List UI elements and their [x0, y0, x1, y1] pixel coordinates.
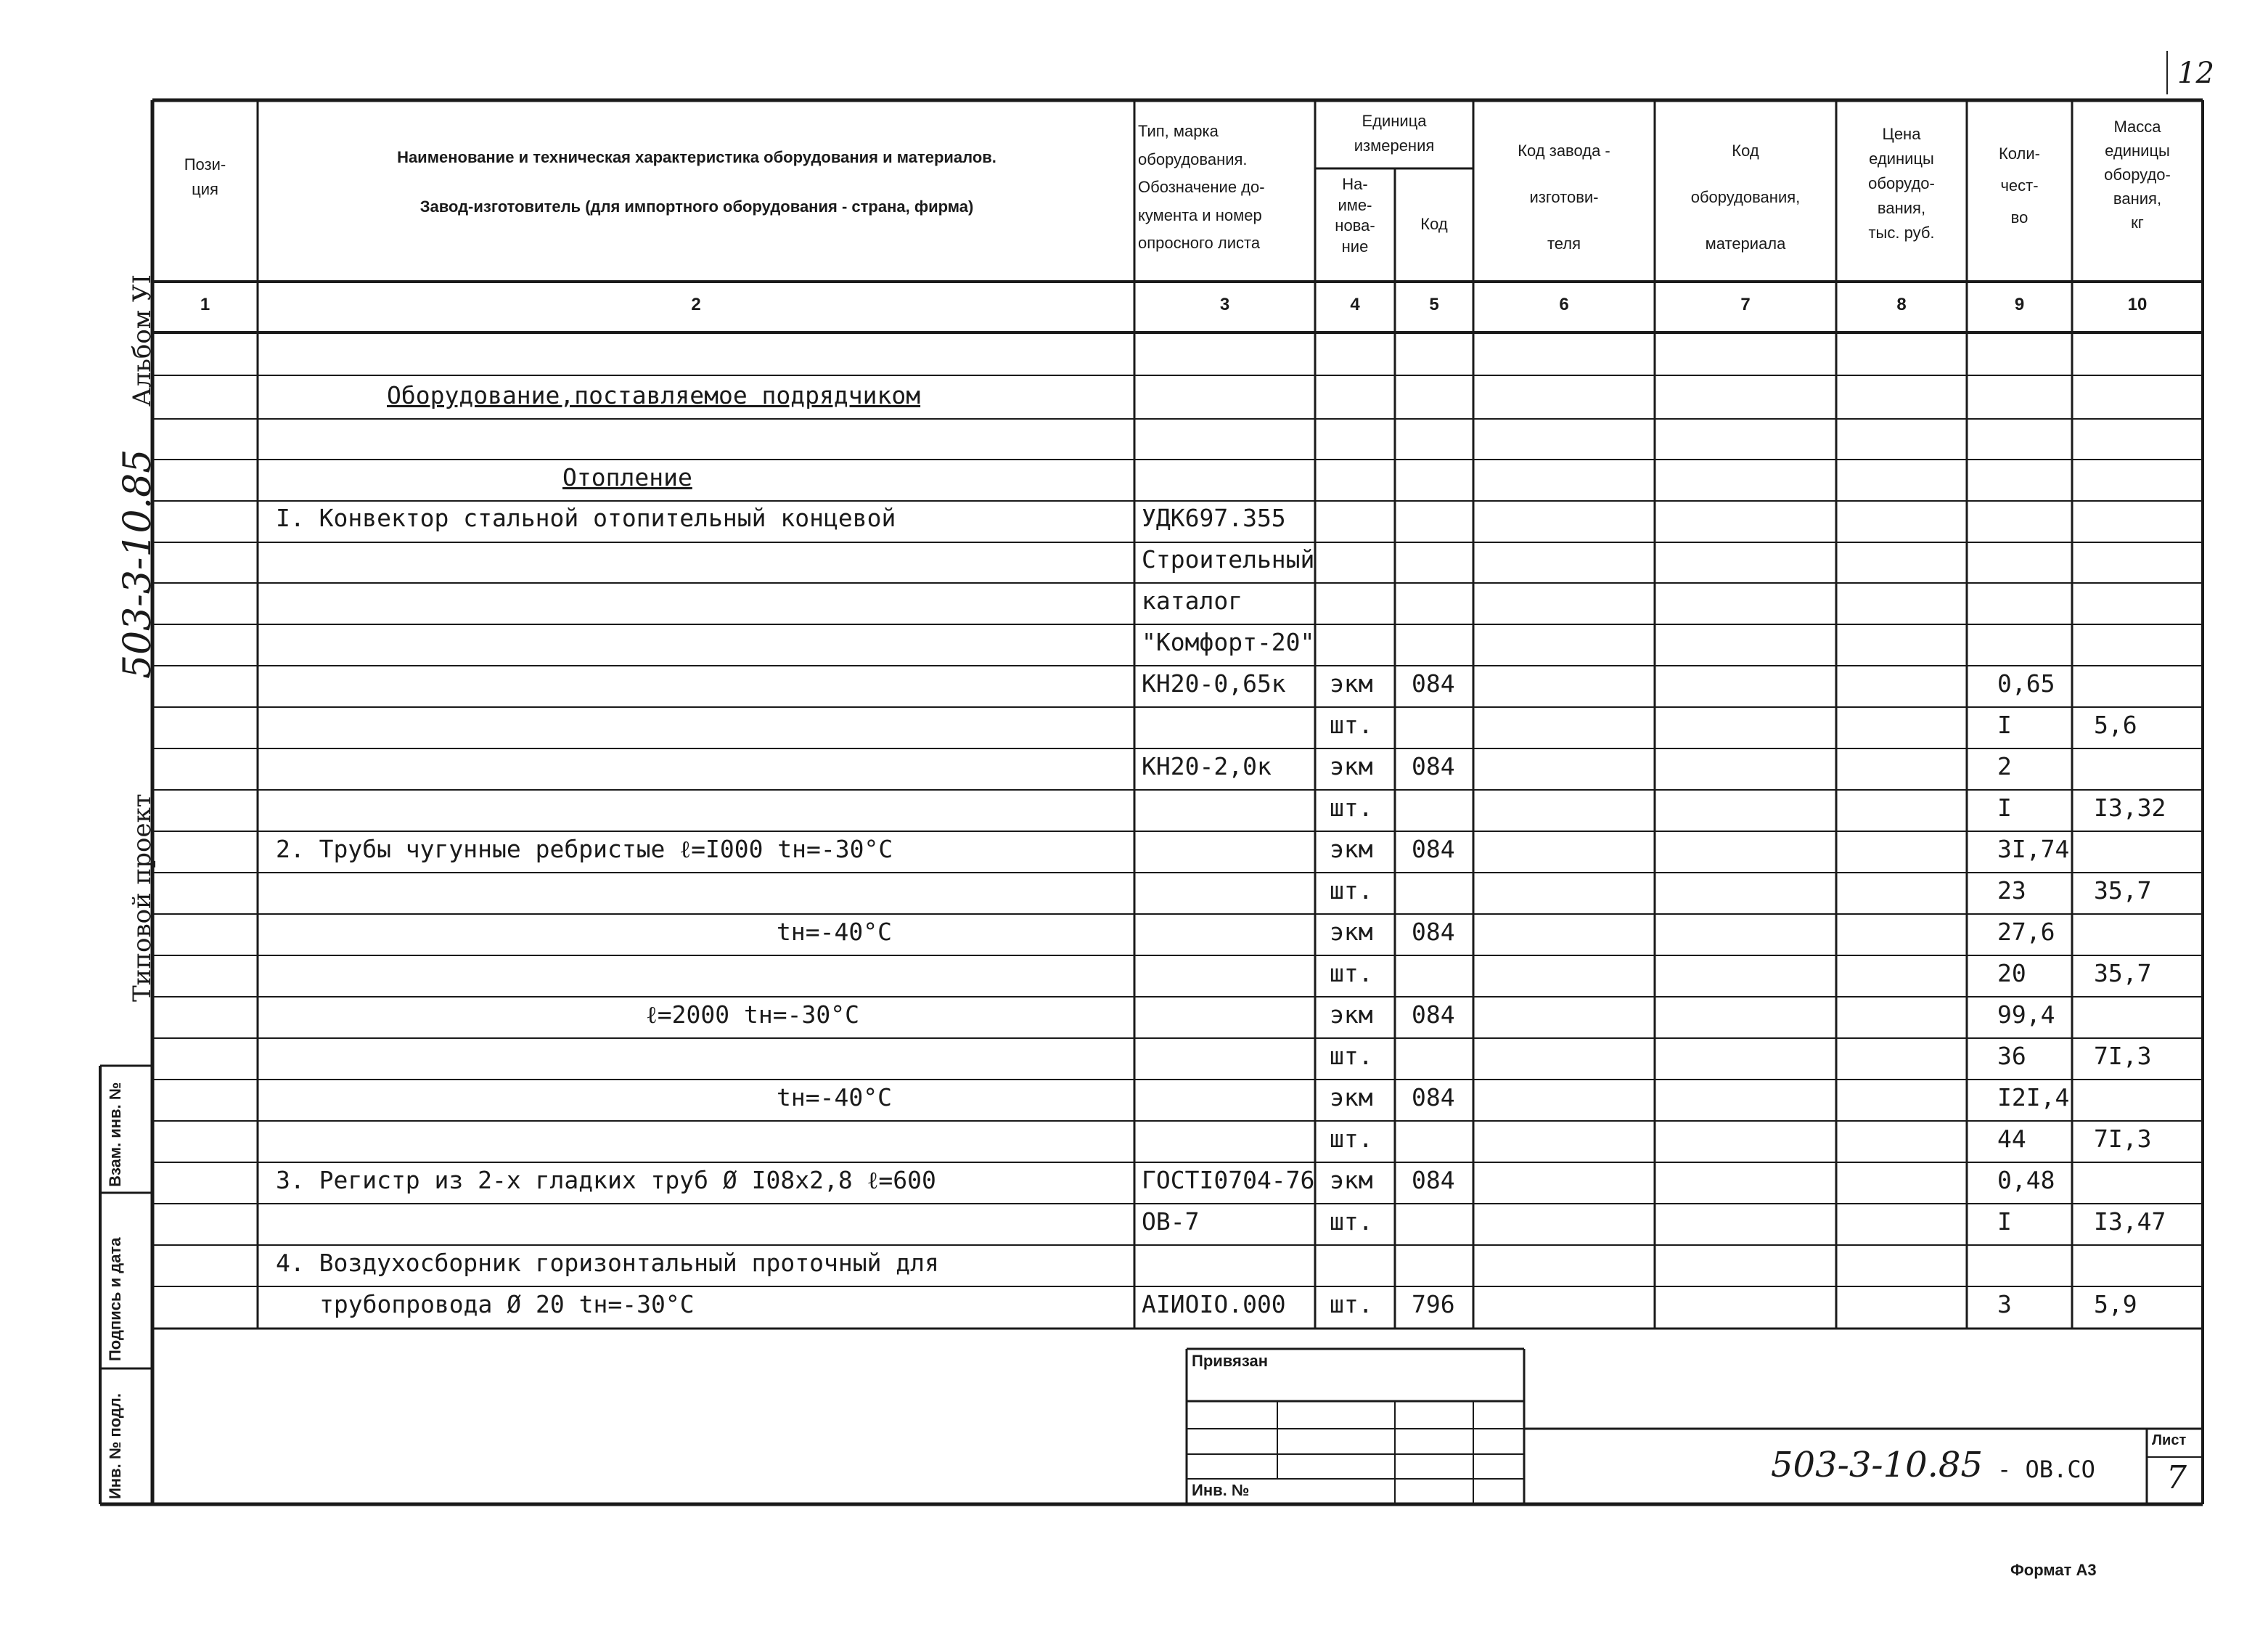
cell-type: ОВ-7: [1142, 1207, 1200, 1236]
cell-quantity: I: [1997, 1207, 2012, 1236]
col-num-3: 3: [1219, 295, 1230, 314]
cell-name: 2. Трубы чугунные ребристые ℓ=I000 tн=-30°C: [276, 835, 893, 863]
cell-type: каталог: [1142, 587, 1243, 615]
cell-unit-code: 084: [1412, 1083, 1455, 1111]
typical-project-label: Типовой проект: [128, 793, 157, 1002]
cell-quantity: 0,65: [1997, 669, 2055, 698]
header-equipment-code: Код оборудования, материала: [1690, 142, 1801, 253]
cell-unit: шт.: [1330, 876, 1373, 905]
col-num-2: 2: [691, 295, 701, 314]
stamp-sheet-number: 7: [2166, 1459, 2187, 1496]
cell-unit: шт.: [1330, 1125, 1373, 1153]
cell-unit: экм: [1330, 1000, 1373, 1029]
cell-name: I. Конвектор стальной отопительный концевой: [276, 504, 896, 532]
header-position: Пози- ция: [184, 155, 226, 199]
cell-quantity: I: [1997, 793, 2012, 822]
cell-unit-code: 084: [1412, 1000, 1455, 1029]
album-label: Альбом УI: [128, 274, 157, 407]
cell-mass: 7I,3: [2094, 1042, 2152, 1070]
cell-type: КН20-0,65к: [1142, 669, 1286, 698]
col-num-4: 4: [1350, 295, 1360, 314]
cell-unit: экм: [1330, 752, 1373, 780]
subsection-title: Отопление: [562, 463, 692, 491]
cell-unit: экм: [1330, 1083, 1373, 1111]
cell-unit: экм: [1330, 669, 1373, 698]
header-factory-code: Код завода - изготови- теля: [1518, 142, 1610, 253]
cell-type: "Комфорт-20": [1142, 628, 1315, 656]
format-label: Формат А3: [2010, 1561, 2097, 1579]
cell-quantity: 23: [1997, 876, 2026, 905]
cell-name: трубопровода Ø 20 tн=-30°C: [319, 1290, 695, 1318]
cell-mass: 5,9: [2094, 1290, 2137, 1318]
page-number: 12: [2177, 57, 2214, 90]
cell-quantity: 20: [1997, 959, 2026, 987]
cell-unit: экм: [1330, 1166, 1373, 1194]
col-num-7: 7: [1740, 295, 1751, 314]
cell-quantity: 99,4: [1997, 1000, 2055, 1029]
cell-unit: шт.: [1330, 1042, 1373, 1070]
col-num-10: 10: [2127, 295, 2148, 314]
col-num-6: 6: [1559, 295, 1569, 314]
cell-type: ГОСТI0704-76: [1142, 1166, 1315, 1194]
cell-unit: шт.: [1330, 1207, 1373, 1236]
cell-quantity: 0,48: [1997, 1166, 2055, 1194]
cell-unit-code: 796: [1412, 1290, 1455, 1318]
stamp-inv-no: Инв. №: [1192, 1481, 1250, 1499]
stamp-privyazan: Привязан: [1192, 1352, 1269, 1370]
cell-quantity: 44: [1997, 1125, 2026, 1153]
stamp-inv-podl: Инв. № подл.: [106, 1393, 124, 1499]
stamp-replacement-inv: Взам. инв. №: [106, 1082, 124, 1187]
stamp-signature-date: Подпись и дата: [106, 1237, 124, 1361]
cell-quantity: 36: [1997, 1042, 2026, 1070]
col-num-9: 9: [2014, 295, 2025, 314]
header-unit-mass: Масса единицы оборудо- вания, кг: [2104, 118, 2171, 232]
stamp-doc-code: 503-3-10.85: [1771, 1445, 1984, 1485]
cell-quantity: 2: [1997, 752, 2012, 780]
cell-type: УДК697.355: [1142, 504, 1286, 532]
cell-name: 4. Воздухосборник горизонтальный проточный для: [276, 1249, 939, 1277]
cell-unit-code: 084: [1412, 752, 1455, 780]
cell-unit: шт.: [1330, 793, 1373, 822]
header-unit-group: Единица измерения: [1354, 112, 1435, 155]
col-num-1: 1: [200, 295, 210, 314]
cell-mass: 5,6: [2094, 711, 2137, 739]
section-title: Оборудование,поставляемое подрядчиком: [387, 381, 921, 409]
cell-quantity: 3: [1997, 1290, 2012, 1318]
header-name: Наименование и техническая характеристика оборудования и материалов. Завод-изготовитель (для импортного оборудования - страна, фирма): [397, 148, 996, 216]
cell-mass: 7I,3: [2094, 1125, 2152, 1153]
cell-quantity: 3I,74: [1997, 835, 2070, 863]
cell-mass: 35,7: [2094, 876, 2152, 905]
cell-quantity: I2I,4: [1997, 1083, 2070, 1111]
header-unit-code: Код: [1420, 215, 1448, 233]
cell-unit: шт.: [1330, 959, 1373, 987]
cell-quantity: 27,6: [1997, 918, 2055, 946]
stamp-sheet-label: Лист: [2152, 1432, 2187, 1448]
stamp-doc-suffix: - ОВ.СО: [1997, 1456, 2095, 1483]
cell-type: Строительный: [1142, 545, 1315, 574]
cell-unit-code: 084: [1412, 669, 1455, 698]
cell-mass: 35,7: [2094, 959, 2152, 987]
cell-name: tн=-40°C: [777, 918, 892, 946]
header-type: Тип, марка оборудования. Обозначение до- кумента и номер опросного листа: [1138, 122, 1265, 252]
cell-quantity: I: [1997, 711, 2012, 739]
cell-type: КН20-2,0к: [1142, 752, 1272, 780]
cell-unit: шт.: [1330, 1290, 1373, 1318]
cell-name: tн=-40°C: [777, 1083, 892, 1111]
col-num-8: 8: [1896, 295, 1907, 314]
header-quantity: Коли- чест- во: [1998, 144, 2041, 227]
cell-name: ℓ=2000 tн=-30°C: [646, 1000, 859, 1029]
cell-unit-code: 084: [1412, 918, 1455, 946]
cell-mass: I3,47: [2094, 1207, 2166, 1236]
cell-mass: I3,32: [2094, 793, 2166, 822]
side-project-code: 503-3-10.85: [116, 449, 160, 679]
cell-unit-code: 084: [1412, 1166, 1455, 1194]
cell-unit-code: 084: [1412, 835, 1455, 863]
header-unit-name: На- име- нова- ние: [1335, 175, 1375, 256]
cell-unit: шт.: [1330, 711, 1373, 739]
cell-unit: экм: [1330, 835, 1373, 863]
cell-type: АIИОIО.000: [1142, 1290, 1286, 1318]
cell-name: 3. Регистр из 2-х гладких труб Ø I08x2,8 ℓ=600: [276, 1166, 936, 1194]
header-unit-price: Цена единицы оборудо- вания, тыс. руб.: [1868, 125, 1935, 242]
col-num-5: 5: [1429, 295, 1439, 314]
cell-unit: экм: [1330, 918, 1373, 946]
